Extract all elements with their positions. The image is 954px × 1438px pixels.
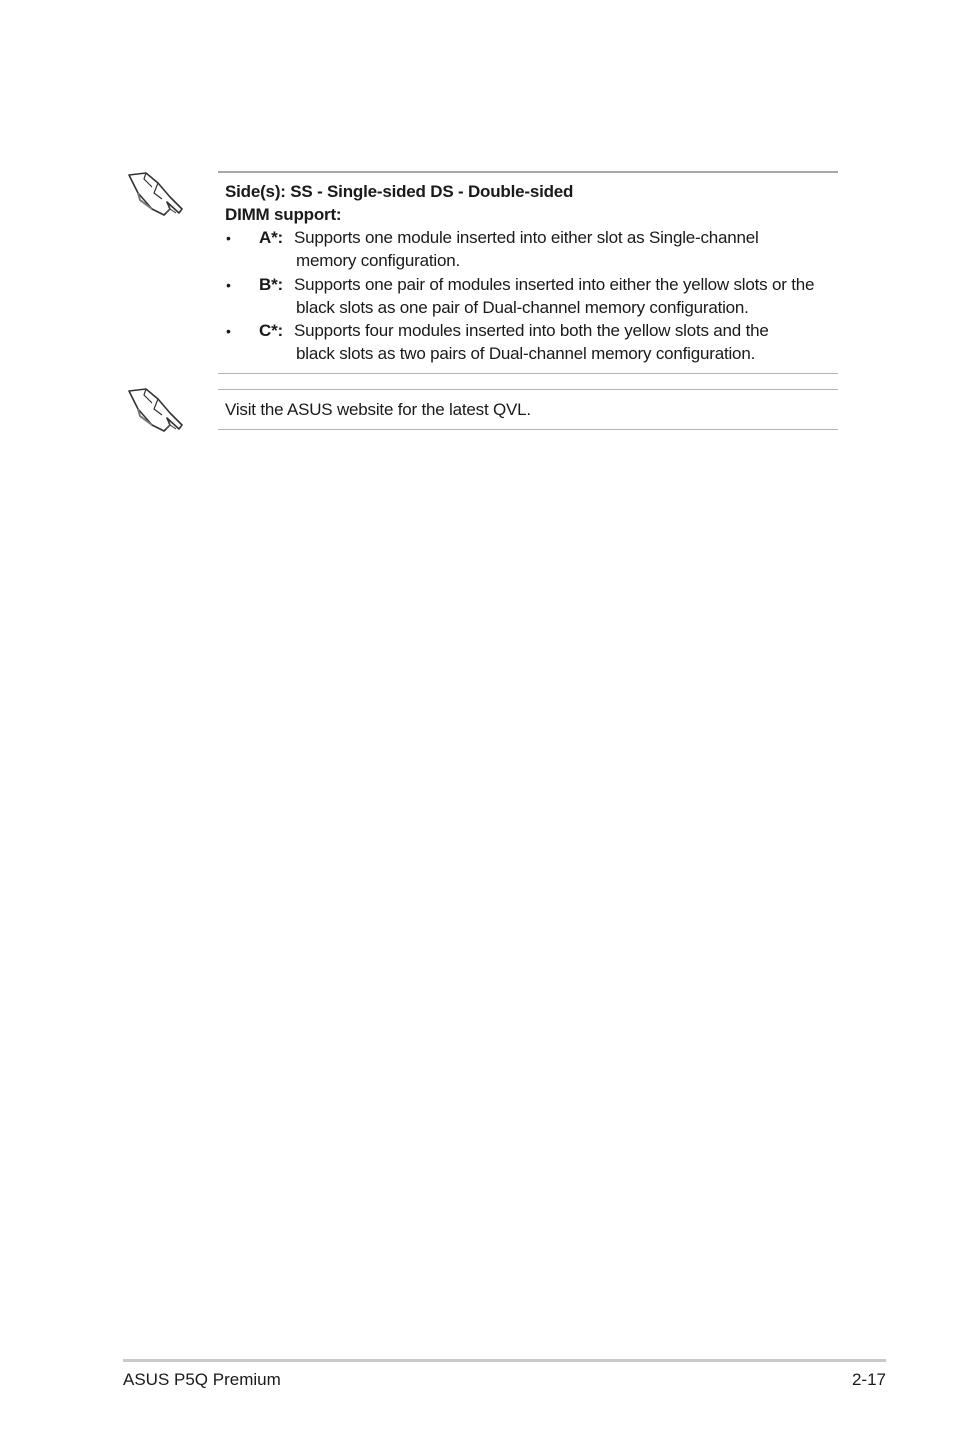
qvl-note-text: Visit the ASUS website for the latest QVL.	[225, 400, 531, 419]
bullet-dot: •	[226, 277, 231, 293]
footer-page-number: 2-17	[851, 1370, 886, 1389]
bullet-label-a: A*:	[259, 228, 283, 247]
bullet-dot: •	[226, 230, 231, 246]
bullet-text-b-line2: black slots as one pair of Dual-channel memory configuration.	[296, 298, 749, 317]
bullet-label-b: B*:	[259, 275, 283, 294]
footer-divider	[123, 1359, 886, 1362]
bullet-text-a-line2: memory configuration.	[296, 251, 460, 270]
bullet-label-c: C*:	[259, 321, 283, 340]
bullet-text-c-line1: Supports four modules inserted into both the yellow slots and the	[294, 321, 769, 340]
bullet-dot: •	[226, 323, 231, 339]
dimm-support-heading: DIMM support:	[225, 205, 342, 224]
footer-product-name: ASUS P5Q Premium	[123, 1370, 281, 1389]
bullet-text-b-line1: Supports one pair of modules inserted into either the yellow slots or the	[294, 275, 815, 294]
hand-note-icon	[126, 385, 186, 445]
sides-legend: Side(s): SS - Single-sided DS - Double-sided	[225, 182, 574, 201]
bullet-text-a-line1: Supports one module inserted into either slot as Single-channel	[294, 228, 759, 247]
bullet-text-c-line2: black slots as two pairs of Dual-channel memory configuration.	[296, 344, 756, 363]
hand-note-icon	[126, 169, 186, 229]
